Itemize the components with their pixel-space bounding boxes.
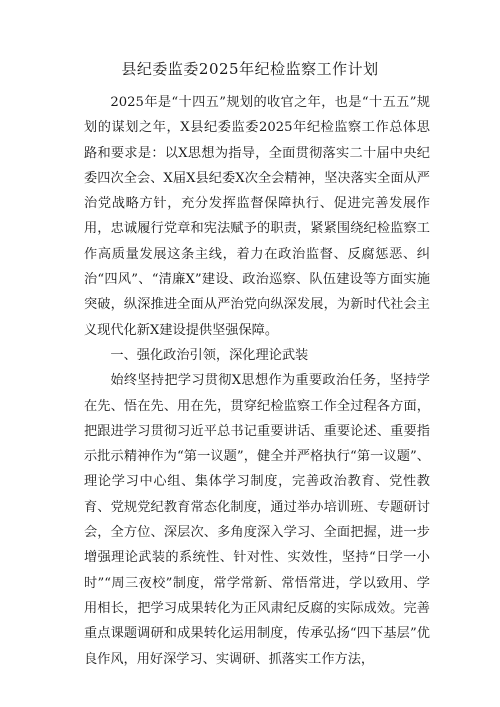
document-title: 县纪委监委2025年纪检监察工作计划 (121, 60, 379, 78)
section-paragraph: 始终坚持把学习贯彻X思想作为重要政治任务，坚持学在先、悟在先、用在先，贯穿纪检监察工作全过程各方面，把跟进学习贯彻习近平总书记重要讲话、重要论述、重要指示批示精神作为“第一议题”，健全并严格执行“第一议题”、理论学习中心组、集体学习制度，完善政治教育、党性教育、党规党纪教育常态化制度，通过举办培训班、专题研讨会，全方位、深层次、多角度深入学习、全面把握，进一步增强理论武装的系统性、针对性、实效性，坚持“日学一小时”“周三夜校”制度，常学常新、常悟常进，学以致用、学用相长，把学习成果转化为正风肃纪反腐的实际成效。完善重点课题调研和成果转化运用制度，传承弘扬“四下基层”优良作风，用好深学习、实调研、抓落实工作方法， (84, 373, 430, 667)
section-heading: 一、强化政治引领，深化理论武装 (110, 347, 309, 363)
intro-paragraph: 2025年是“十四五”规划的收官之年，也是“十五五”规划的谋划之年，X县纪委监委2025年纪检监察工作总体思路和要求是：以X思想为指导，全面贯彻落实二十届中央纪委四次全会、X届X县纪委X次全会精神，坚决落实全面从严治党战略方针，充分发挥监督保障执行、促进完善发展作用，忠诚履行党章和宪法赋予的职责，紧紧围绕纪检监察工作高质量发展这条主线，着力在政治监督、反腐惩恶、纠治“四风”、“清廉X”建设、政治巡察、队伍建设等方面实施突破，纵深推进全面从严治党向纵深发展，为新时代社会主义现代化新X建设提供坚强保障。 (84, 95, 430, 338)
document-body (84, 90, 430, 672)
